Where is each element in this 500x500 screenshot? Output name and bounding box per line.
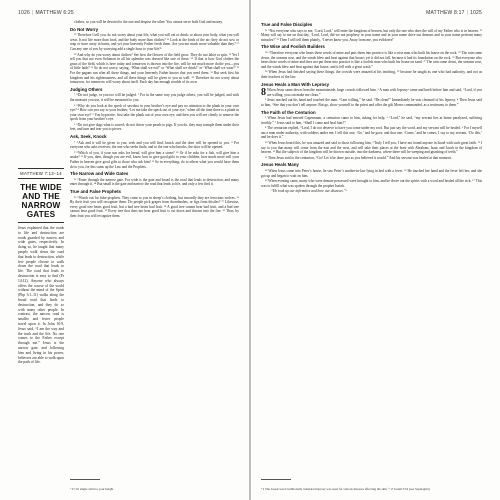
paragraph-text: ⁵ When Jesus had entered Capernaum, a centurion came to him, asking for help. ⁶ “Lord,” he said, “my servant lies at home paralyzed, suffering terribly.” ⁷ Jesus said to him, “Shall I come and heal him?” — [261, 116, 482, 125]
paragraph-text: When Jesus came down from the mountainside, large crowds followed him. ² A man with leprosyᵃ came and knelt before him and said, “Lord, if you are willing, you can make me clean.” — [267, 88, 482, 97]
section-heading — [261, 163, 482, 168]
paragraph-text: ⁶ “Do not give dogs what is sacred; do not throw your pearls to pigs. If you do, they may trample them under their feet, and turn and tear you to pieces. — [70, 122, 239, 132]
section-heading — [70, 135, 239, 140]
scripture-paragraph — [70, 196, 239, 219]
paragraph-text: The Faith of the Centurion — [261, 109, 316, 115]
paragraph-text: Jesus Heals Many — [261, 162, 299, 168]
paragraph-text: ⁷ “Do not judge, or you too will be judged. ² For in the same way you judge others, you will be judged, and with the measure you use, it will be measured to you. — [70, 93, 239, 102]
paragraph-text: ¹⁶ When evening came, many who were demon-possessed were brought to him, and he drove out the spirits with a word and healed all the sick. ¹⁷ This was to fulfill what was spoken through the prophet Isaiah: — [261, 179, 482, 188]
scripture-paragraph — [261, 29, 482, 43]
paragraph-text: Judging Others — [70, 86, 103, 92]
scripture-paragraph — [261, 156, 482, 161]
scripture-paragraph — [70, 20, 239, 25]
scripture-paragraph — [70, 33, 239, 51]
poetry-quote — [271, 189, 482, 194]
paragraph-text: ⁹ “Which of you, if your son asks for bread, will give him a stone? ¹⁰ Or if he asks for a fish, will give him a snake? ¹¹ If you, then, though you are evil, know how to give good gifts to your children, how much more will your Father in heaven give good gifts to those who ask him! ¹² So in everything, do to others what you would have them do to you, for this sums up the Law and the Prophets. — [70, 150, 239, 169]
paragraph-text: ²¹ “Not everyone who says to me, ‘Lord, Lord,’ will enter the kingdom of heaven, but only the one who does the will of my Father who is in heaven. ²² Many will say to me on that day, ‘Lord, Lord, did we not prophesy in your name and in your name drive out demons and in your name perform many miracles?’ ²³ Then I will tell them plainly, ‘I never knew you. Away from me, you evildoers!’ — [261, 28, 482, 42]
body-column-left — [70, 20, 239, 472]
scripture-paragraph — [261, 98, 482, 107]
scripture-paragraph — [70, 53, 239, 85]
section-heading — [70, 28, 239, 33]
section-heading — [70, 88, 239, 93]
book-reference: MATTHEW 8:17 — [426, 10, 465, 16]
paragraph-text: Ask, Seek, Knock — [70, 134, 107, 140]
left-page — [0, 0, 249, 500]
paragraph-text: The Wise and Foolish Builders — [261, 44, 325, 50]
sidebar-divider — [18, 222, 64, 223]
paragraph-text: ¹³ Then Jesus said to the centurion, “Go! Let it be done just as you believed it would.” And his servant was healed at that moment. — [265, 155, 452, 160]
paragraph-text: ²⁴ “Therefore everyone who hears these words of mine and puts them into practice is like a wise man who built his house on the rock. ²⁵ The rain came down, the streams rose, and the winds blew and beat against that house; yet it did not fall, because it had its foundation on the rock. ²⁶ But everyone who hears these words of mine and does not put them into practice is like a foolish man who built his house on sand. ²⁷ The rain came down, the streams rose, and the winds blew and beat against that house, and it fell with a great crash.” — [261, 50, 482, 69]
section-heading — [70, 190, 239, 195]
paragraph-text: True and False Disciples — [261, 22, 313, 27]
paragraph-text: Do Not Worry — [70, 26, 99, 32]
sidebar-title: THE WIDE AND THE NARROW GATES — [20, 183, 62, 219]
running-head-right: MATTHEW 8:17 | 1025 — [426, 10, 482, 16]
paragraph-text: ²⁵ Therefore I tell you, do not worry about your life, what you will eat or drink; or about your body, what you will wear. Is not life more than food, and the body more than clothes? ²⁶ Look at the birds of the air; they do not sow or reap or store away in barns, and yet your heavenly Father feeds them. Are you not much more valuable than they? ²⁷ Can any one of you by worrying add a single hour to your life?ᵃ — [70, 33, 239, 51]
scripture-paragraph — [70, 104, 239, 122]
section-heading — [261, 111, 482, 116]
scripture-paragraph — [261, 51, 482, 69]
section-heading — [70, 172, 239, 177]
scripture-paragraph — [261, 126, 482, 140]
sidebar-article — [18, 168, 64, 365]
chapter-number: 8 — [261, 86, 266, 98]
scripture-paragraph — [70, 141, 239, 150]
paragraph-text: ²⁸ And why do you worry about clothes? See how the flowers of the field grow. They do not labor or spin. ²⁹ Yet I tell you that not even Solomon in all his splendor was dressed like one of these. ³⁰ If that is how God clothes the grass of the field, which is here today and tomorrow is thrown into the fire, will he not much more clothe you—you of little faith? ³¹ So do not worry, saying, ‘What shall we eat?’ or ‘What shall we drink?’ or ‘What shall we wear?’ ³² For the pagans run after all these things, and your heavenly Father knows that you need them. ³³ But seek first his kingdom and his righteousness, and all these things will be given to you as well. ³⁴ Therefore do not worry about tomorrow, for tomorrow will worry about itself. Each day has enough trouble of its own. — [70, 52, 239, 85]
scripture-paragraph — [261, 169, 482, 178]
page-number: 1026 — [18, 10, 30, 16]
paragraph-text: ⁷ “Ask and it will be given to you; seek and you will find; knock and the door will be opened to you. ⁸ For everyone who asks receives; the one who seeks finds; and to the one who knocks, the door will be opened. — [70, 140, 239, 150]
footnote-right: ᵃ 2 The Greek word traditionally translated leprosy was used for various diseases affecting the skin. ᵇ 17 Isaiah 53:4 (see Septuagint) — [261, 487, 430, 491]
paragraph-text: ¹⁴ When Jesus came into Peter’s house, he saw Peter’s mother-in-law lying in bed with a fever. ¹⁵ He touched her hand and the fever left her, and she got up and began to wait on him. — [261, 169, 482, 178]
sidebar-reference: MATTHEW 7:13–14 — [18, 168, 64, 179]
paragraph-text: ¹³ “Enter through the narrow gate. For wide is the gate and broad is the road that leads to destruction, and many enter through it. ¹⁴ But small is the gate and narrow the road that leads to life, and only a few find it. — [70, 177, 239, 187]
paragraph-text: ¹⁰ When Jesus heard this, he was amazed and said to those following him, “Truly I tell you, I have not found anyone in Israel with such great faith. ¹¹ I say to you that many will come from the east and the west, and will take their places at the feast with Abraham, Isaac and Jacob in the kingdom of heaven. ¹² But the subjects of the kingdom will be thrown outside, into the darkness, where there will be weeping and gnashing of teeth.” — [261, 141, 482, 155]
scripture-paragraph — [70, 178, 239, 187]
paragraph-text: The Narrow and Wide Gates — [70, 171, 129, 177]
section-heading — [261, 83, 482, 88]
scripture-paragraph — [70, 151, 239, 169]
paragraph-text: ²⁸ When Jesus had finished saying these things, the crowds were amazed at his teaching, ²⁹ because he taught as one who had authority, and not as their teachers of the law. — [261, 70, 482, 79]
paragraph-text: ³ Jesus reached out his hand and touched the man. “I am willing,” he said. “Be clean!” Immediately he was cleansed of his leprosy. ⁴ Then Jesus said to him, “See that you don’t tell anyone. But go, show yourself to the priest and offer the gift Moses commanded, as a testimony to them.” — [261, 98, 482, 107]
paragraph-text: ⁸ The centurion replied, “Lord, I do not deserve to have you come under my roof. But just say the word, and my servant will be healed. ⁹ For I myself am a man under authority, with soldiers under me. I tell this one, ‘Go,’ and he goes; and that one, ‘Come,’ and he comes. I say to my servant, ‘Do this,’ and he does it.” — [261, 126, 482, 140]
scripture-paragraph — [70, 93, 239, 102]
paragraph-text: True and False Prophets — [70, 189, 121, 194]
paragraph-text: ³ “Why do you look at the speck of sawdust in your brother’s eye and pay no attention to the plank in your own eye? ⁴ How can you say to your brother, ‘Let me take the speck out of your eye,’ when all the time there is a plank in your own eye? ⁵ You hypocrite, first take the plank out of your own eye, and then you will see clearly to remove the speck from your brother’s eye. — [70, 103, 239, 122]
paragraph-text: clothes, so you will be devoted to the one and despise the other. You cannot serve both God and money. — [74, 20, 223, 24]
scripture-paragraph — [261, 70, 482, 79]
chapter-paragraph — [261, 88, 482, 97]
section-heading — [261, 45, 482, 50]
footnote-divider — [261, 479, 291, 480]
paragraph-text: Jesus Heals a Man With Leprosy — [261, 81, 330, 87]
sidebar-text: Jesus explained that the roads to life and destruction are roads guarded by narrow and wide gates, respectively. In doing so, he taught that many people walk down the road that leads to destruction, while few people choose to walk down the road that leads to life. The road that leads to destruction is easy to find (Pr 14:12). Anyone who always offers the course of the world without the mind of the Spirit (Php 3:1–11) walks along the broad road that leads to destruction, and they do so with many other people. In contrast, the narrow road is smaller and fewer people travel upon it. In John 10:9, Jesus said, “I am the way and the truth and the life. No one comes to the Father except through me.” Jesus is the narrow gate, and following him and living in his power, believers are able to walk upon the path of life. — [18, 226, 64, 365]
right-page — [251, 0, 500, 500]
scripture-paragraph — [261, 116, 482, 125]
footnote-left: ᵃ 27 Or single cubit to your height — [70, 487, 114, 491]
paragraph-text: “He took up our infirmities and bore our diseases.”ᵇ — [271, 189, 347, 194]
footnote-divider — [70, 479, 100, 480]
body-column-right — [261, 20, 482, 472]
running-head-left: 1026 | MATTHEW 6:25 — [18, 10, 74, 16]
paragraph-text: ¹⁵ “Watch out for false prophets. They come to you in sheep’s clothing, but inwardly they are ferocious wolves. ¹⁶ By their fruit you will recognize them. Do people pick grapes from thornbushes, or figs from thistles? ¹⁷ Likewise, every good tree bears good fruit, but a bad tree bears bad fruit. ¹⁸ A good tree cannot bear bad fruit, and a bad tree cannot bear good fruit. ¹⁹ Every tree that does not bear good fruit is cut down and thrown into the fire. ²⁰ Thus, by their fruit you will recognize them. — [70, 195, 239, 218]
scripture-paragraph — [261, 141, 482, 155]
section-heading — [261, 23, 482, 28]
page-number: 1025 — [470, 10, 482, 16]
scripture-paragraph — [70, 123, 239, 132]
scripture-paragraph — [261, 179, 482, 188]
book-reference: MATTHEW 6:25 — [35, 10, 74, 16]
